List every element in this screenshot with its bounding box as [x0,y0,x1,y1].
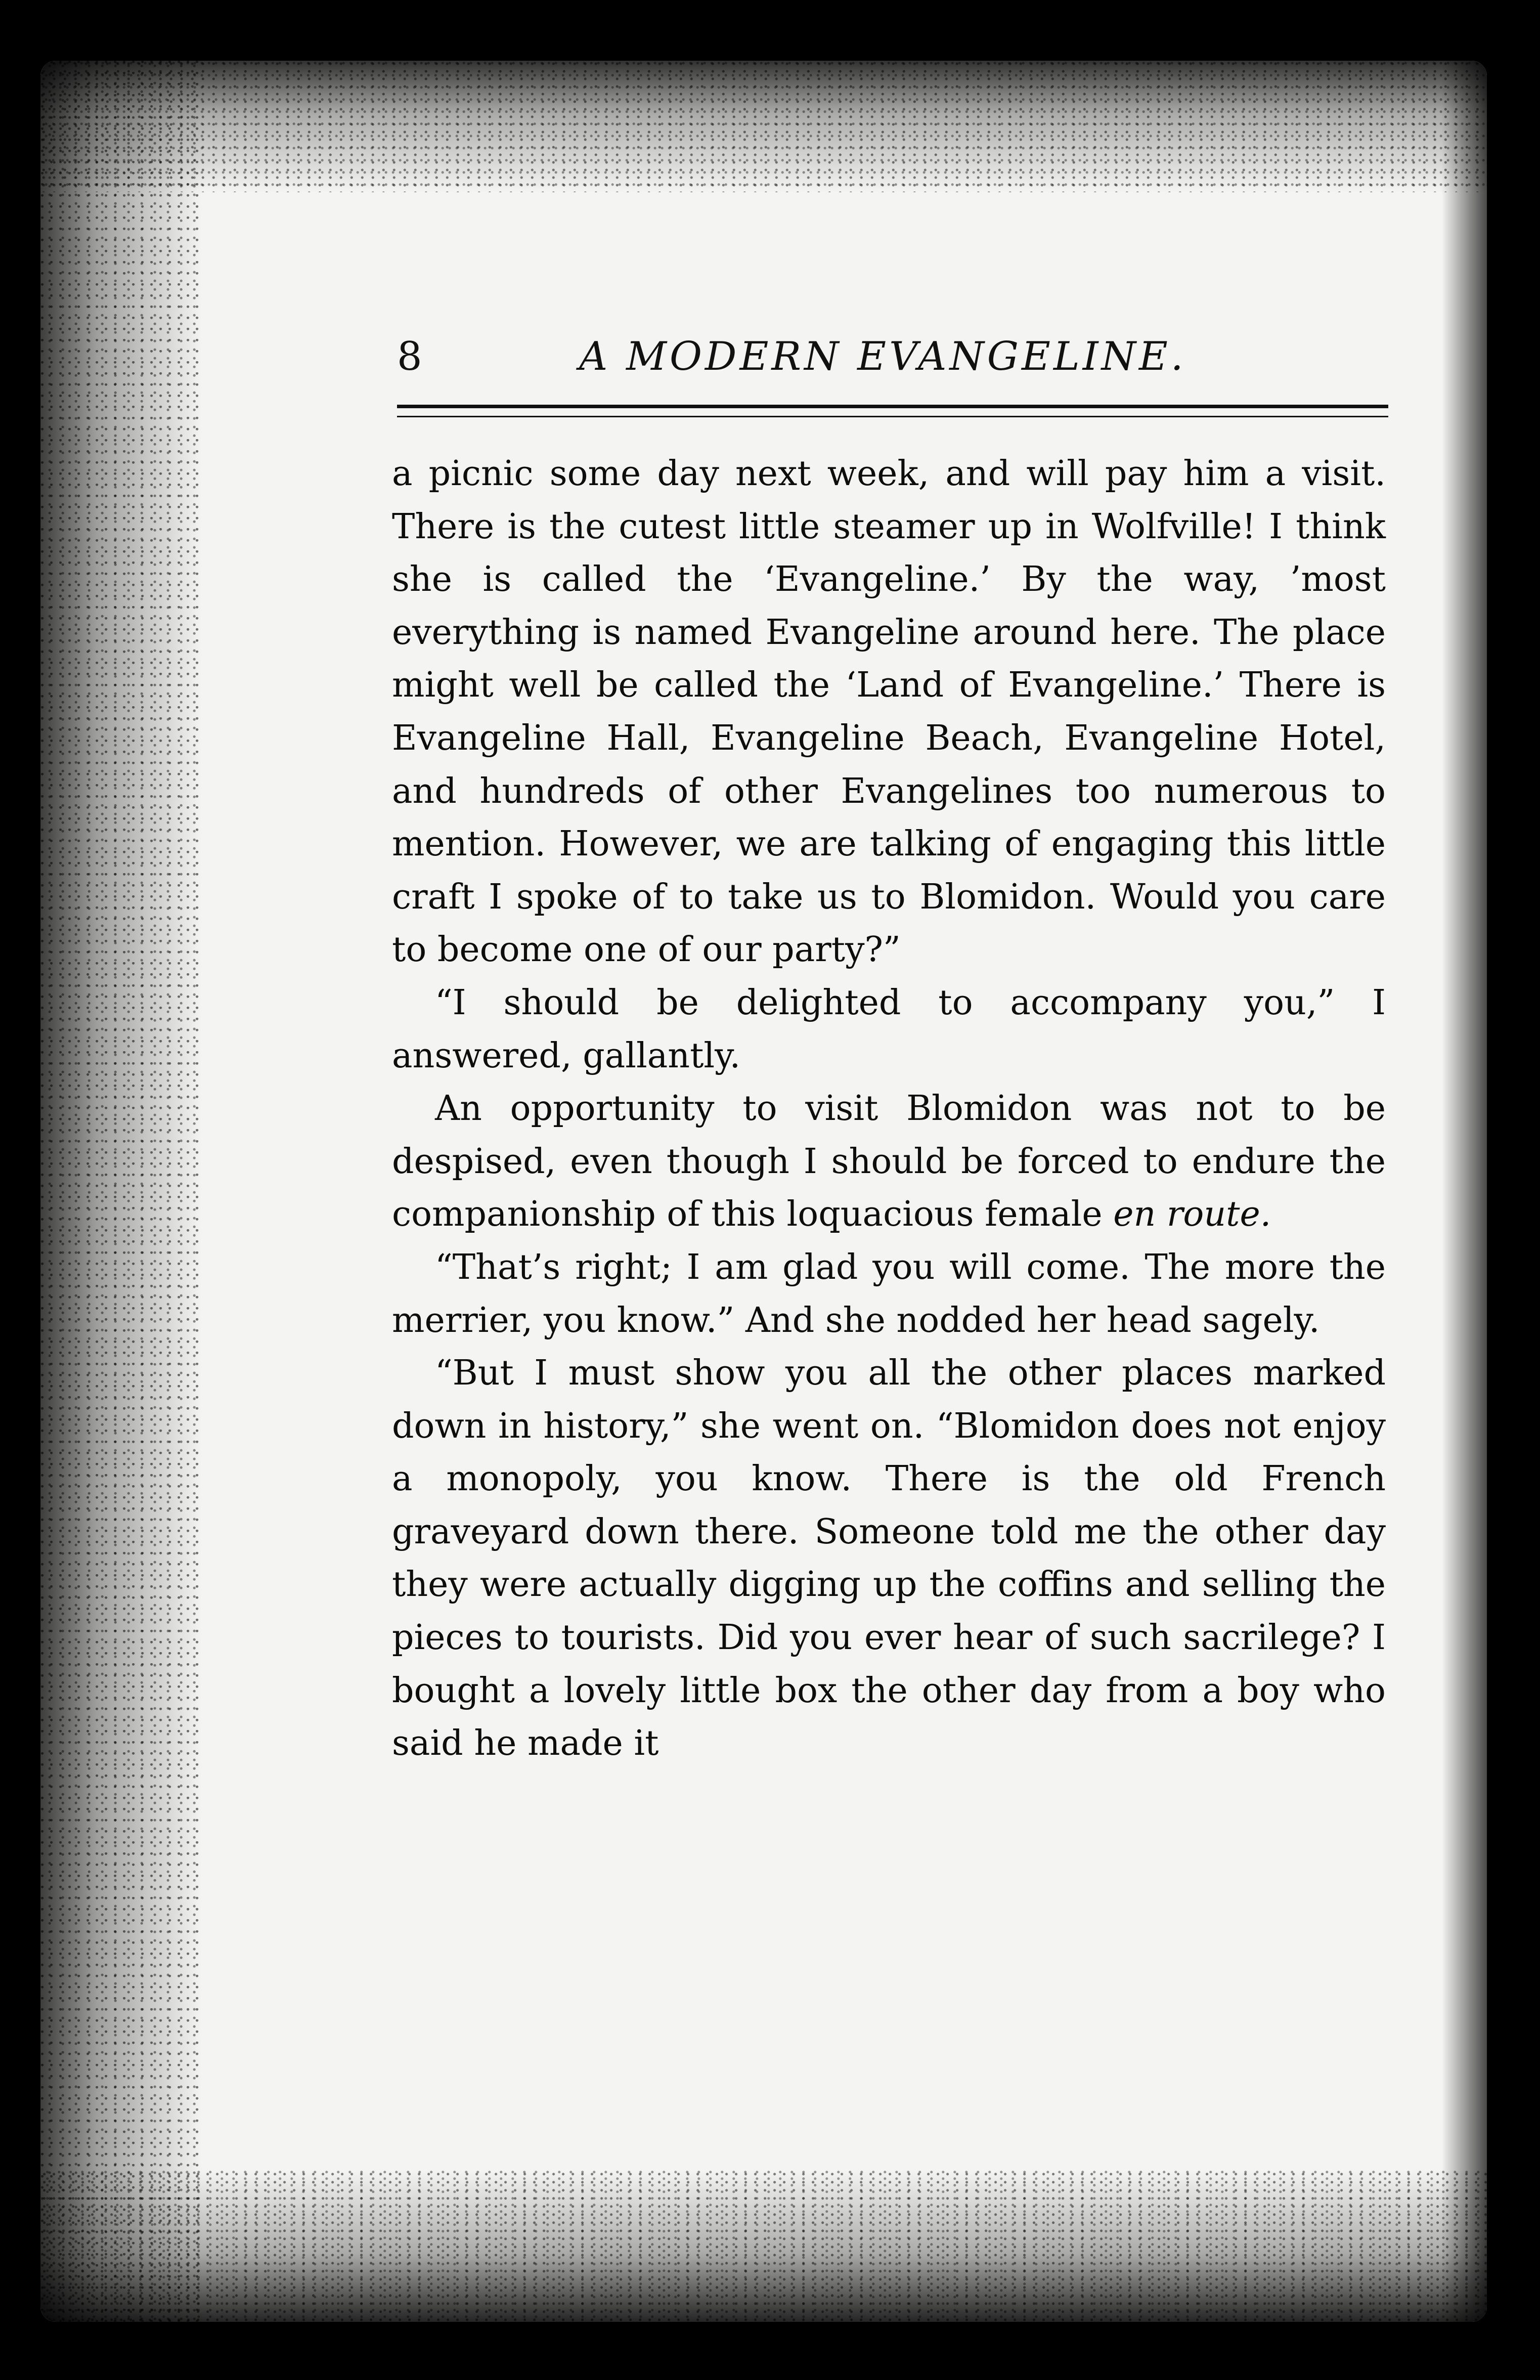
italic-phrase: en route. [1113,1194,1271,1235]
paragraph-1: a picnic some day next week, and will pay him a visit. There is the cutest little steamer up in Wolfville! I think she is called the ‘Evangeline.’ By the way, ’most everything is named Evangeline around here. The place might well be called the ‘Land of Evangeline.’ There is Evangeline Hall, Evangeline Beach, Evangeline Hotel, and hundreds of other Evangelines too numerous to mention. However, we are talking of engaging this little craft I spoke of to take us to Blomidon. Would you care to become one of our party?” [392,454,1386,970]
header-rule-thin [397,416,1388,417]
running-head [397,331,1388,387]
worn-bottom-edge [40,2170,1487,2322]
paragraph-2: “I should be delighted to accompany you,” I answered, gallantly. [392,982,1386,1076]
paragraph-5: “But I must show you all the other places marked down in history,” she went on. “Blomidon does not enjoy a monopoly, you know. There is the old French graveyard down there. Someone told me the other day they were actually digging up the coffins and selling the pieces to tourists. Did you ever hear of such sacrilege? I bought a lovely little box the other day from a boy who said he made it [392,1353,1386,1764]
worn-right-edge [1441,61,1487,2322]
paragraph-4: “That’s right; I am glad you will come. The more the merrier, you know.” And she nodded her head sagely. [392,1247,1386,1340]
paragraph-3-text: An opportunity to visit Blomidon was not to be despised, even though I should be forced to endure the companionship of this loquacious female [392,1089,1386,1235]
paragraph-3 [392,1083,1386,1241]
worn-left-edge [40,61,202,2322]
worn-top-edge [40,61,1487,192]
body-text [392,448,1386,1770]
header-rule-thick [397,405,1388,408]
page-number: 8 [397,334,422,379]
running-title: A MODERN EVANGELINE. [579,334,1186,379]
